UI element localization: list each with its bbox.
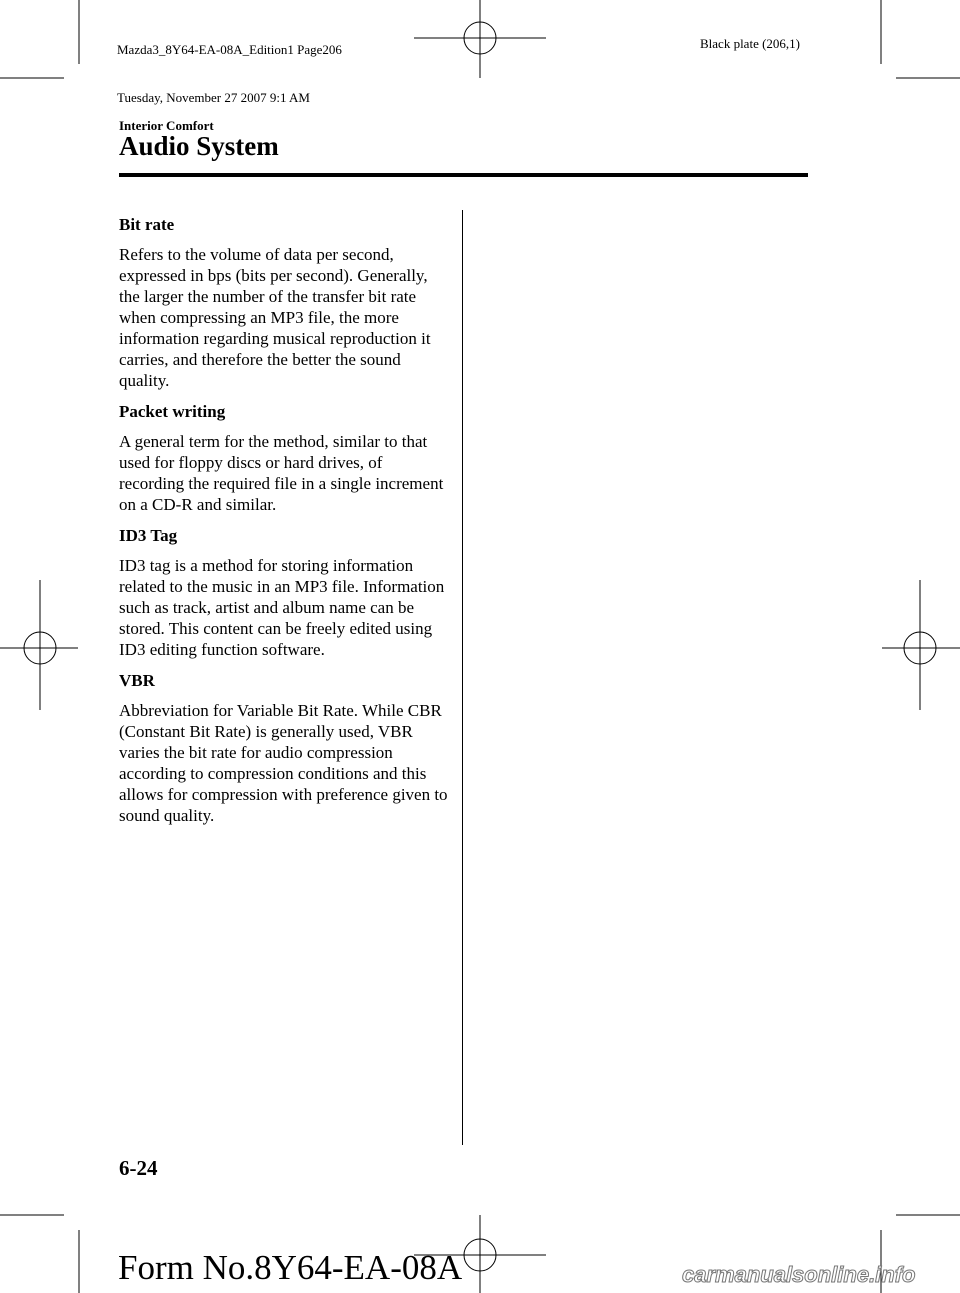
print-slug [117, 10, 342, 122]
glossary-definition: ID3 tag is a method for storing information related to the music in an MP3 file. Information such as track, artist and album name can be stored. This content can be freely edited using ID3 editing function software. [119, 556, 445, 659]
glossary-term: VBR [119, 671, 155, 690]
glossary-column [119, 214, 449, 836]
glossary-entry [119, 214, 449, 391]
column-divider [462, 210, 463, 1145]
watermark: carmanualsonline.info [682, 1262, 916, 1287]
glossary-term: Packet writing [119, 402, 226, 421]
glossary-definition: A general term for the method, similar to that used for floppy discs or hard drives, of recording the required file in a single increment on a CD-R and similar. [119, 432, 444, 514]
section-label: Interior Comfort [119, 118, 214, 133]
glossary-entry [119, 670, 449, 826]
glossary-entry [119, 525, 449, 660]
plate-label: Black plate (206,1) [700, 36, 800, 51]
page-number: 6-24 [119, 1156, 158, 1180]
form-number: Form No.8Y64-EA-08A [118, 1248, 463, 1287]
slug-date-line: Tuesday, November 27 2007 9:1 AM [117, 90, 310, 105]
glossary-entry [119, 401, 449, 515]
glossary-term: ID3 Tag [119, 526, 178, 545]
glossary-definition: Abbreviation for Variable Bit Rate. While CBR (Constant Bit Rate) is generally used, VBR varies the bit rate for audio compression according to compression conditions and this allows for compression with preference given to sound quality. [119, 701, 448, 825]
page-title: Audio System [119, 131, 279, 161]
title-rule [119, 173, 808, 177]
glossary-definition: Refers to the volume of data per second, expressed in bps (bits per second). Generally, the larger the number of the transfer bit rate when compressing an MP3 file, the more information regarding musical reproduction it carries, and therefore the better the sound quality. [119, 245, 431, 390]
glossary-term: Bit rate [119, 215, 175, 234]
slug-file-line: Mazda3_8Y64-EA-08A_Edition1 Page206 [117, 42, 342, 57]
